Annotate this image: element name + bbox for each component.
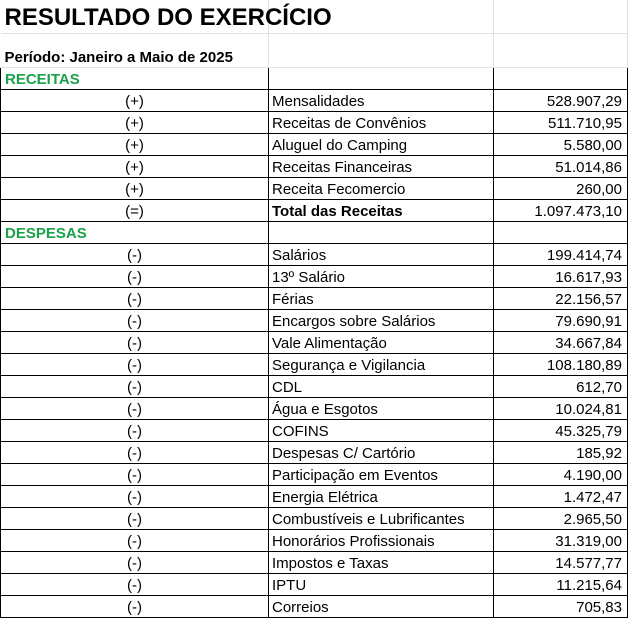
value-cell[interactable]: 34.667,84 bbox=[494, 332, 628, 354]
table-row bbox=[1, 354, 628, 376]
description-cell[interactable]: Despesas C/ Cartório bbox=[269, 442, 494, 464]
description-cell[interactable]: Aluguel do Camping bbox=[269, 134, 494, 156]
value-cell[interactable]: 45.325,79 bbox=[494, 420, 628, 442]
table-row bbox=[1, 310, 628, 332]
table-row bbox=[1, 112, 628, 134]
value-cell[interactable]: 5.580,00 bbox=[494, 134, 628, 156]
sign-cell[interactable]: (+) bbox=[1, 156, 269, 178]
total-row bbox=[1, 200, 628, 222]
table-row bbox=[1, 420, 628, 442]
empty-cell[interactable] bbox=[494, 68, 628, 90]
value-cell[interactable]: 2.965,50 bbox=[494, 508, 628, 530]
description-cell[interactable]: Energia Elétrica bbox=[269, 486, 494, 508]
description-cell[interactable]: Mensalidades bbox=[269, 90, 494, 112]
description-cell[interactable]: Honorários Profissionais bbox=[269, 530, 494, 552]
empty-cell[interactable] bbox=[494, 34, 628, 68]
sign-cell[interactable]: (+) bbox=[1, 112, 269, 134]
table-row bbox=[1, 376, 628, 398]
value-cell[interactable]: 528.907,29 bbox=[494, 90, 628, 112]
value-cell[interactable]: 1.472,47 bbox=[494, 486, 628, 508]
sign-cell[interactable]: (-) bbox=[1, 508, 269, 530]
value-cell[interactable]: 511.710,95 bbox=[494, 112, 628, 134]
description-cell[interactable]: Total das Receitas bbox=[269, 200, 494, 222]
description-cell[interactable]: Água e Esgotos bbox=[269, 398, 494, 420]
description-cell[interactable]: Segurança e Vigilancia bbox=[269, 354, 494, 376]
sign-cell[interactable]: (-) bbox=[1, 596, 269, 618]
sign-cell[interactable]: (-) bbox=[1, 530, 269, 552]
sign-cell[interactable]: (-) bbox=[1, 398, 269, 420]
table-row bbox=[1, 90, 628, 112]
empty-cell[interactable] bbox=[494, 222, 628, 244]
title-cell[interactable] bbox=[1, 0, 332, 34]
value-cell[interactable]: 199.414,74 bbox=[494, 244, 628, 266]
table-row bbox=[1, 398, 628, 420]
empty-cell[interactable] bbox=[494, 0, 628, 34]
title-row bbox=[1, 0, 628, 34]
table-row bbox=[1, 552, 628, 574]
table-row bbox=[1, 244, 628, 266]
sign-cell[interactable]: (-) bbox=[1, 442, 269, 464]
table-row bbox=[1, 156, 628, 178]
description-cell[interactable]: Receita Fecomercio bbox=[269, 178, 494, 200]
description-cell[interactable]: Férias bbox=[269, 288, 494, 310]
value-cell[interactable]: 11.215,64 bbox=[494, 574, 628, 596]
value-cell[interactable]: 31.319,00 bbox=[494, 530, 628, 552]
value-cell[interactable]: 4.190,00 bbox=[494, 464, 628, 486]
table-row bbox=[1, 530, 628, 552]
table-row bbox=[1, 178, 628, 200]
value-cell[interactable]: 51.014,86 bbox=[494, 156, 628, 178]
description-cell[interactable]: Receitas Financeiras bbox=[269, 156, 494, 178]
section-label-receitas: RECEITAS bbox=[5, 71, 80, 88]
description-cell[interactable]: Encargos sobre Salários bbox=[269, 310, 494, 332]
value-cell[interactable]: 16.617,93 bbox=[494, 266, 628, 288]
table-row bbox=[1, 464, 628, 486]
description-cell[interactable]: Participação em Eventos bbox=[269, 464, 494, 486]
description-cell[interactable]: 13º Salário bbox=[269, 266, 494, 288]
value-cell[interactable]: 705,83 bbox=[494, 596, 628, 618]
sign-cell[interactable]: (+) bbox=[1, 134, 269, 156]
table-row bbox=[1, 596, 628, 618]
value-cell[interactable]: 10.024,81 bbox=[494, 398, 628, 420]
value-cell[interactable]: 185,92 bbox=[494, 442, 628, 464]
section-cell[interactable] bbox=[1, 222, 269, 244]
empty-cell[interactable] bbox=[269, 34, 494, 68]
period-row bbox=[1, 34, 628, 68]
sign-cell[interactable]: (-) bbox=[1, 464, 269, 486]
sign-cell[interactable]: (-) bbox=[1, 244, 269, 266]
sign-cell[interactable]: (-) bbox=[1, 354, 269, 376]
table-row bbox=[1, 574, 628, 596]
empty-cell[interactable] bbox=[269, 68, 494, 90]
sign-cell[interactable]: (-) bbox=[1, 574, 269, 596]
value-cell[interactable]: 14.577,77 bbox=[494, 552, 628, 574]
period-cell[interactable] bbox=[1, 34, 269, 68]
value-cell[interactable]: 260,00 bbox=[494, 178, 628, 200]
empty-cell[interactable] bbox=[269, 222, 494, 244]
description-cell[interactable]: Impostos e Taxas bbox=[269, 552, 494, 574]
description-cell[interactable]: Vale Alimentação bbox=[269, 332, 494, 354]
section-row-despesas bbox=[1, 222, 628, 244]
description-cell[interactable]: COFINS bbox=[269, 420, 494, 442]
table-row bbox=[1, 442, 628, 464]
sign-cell[interactable]: (-) bbox=[1, 486, 269, 508]
sign-cell[interactable]: (-) bbox=[1, 310, 269, 332]
value-cell[interactable]: 108.180,89 bbox=[494, 354, 628, 376]
table-row bbox=[1, 486, 628, 508]
value-cell[interactable]: 612,70 bbox=[494, 376, 628, 398]
description-cell[interactable]: Salários bbox=[269, 244, 494, 266]
sign-cell[interactable]: (-) bbox=[1, 266, 269, 288]
table-row bbox=[1, 508, 628, 530]
table-row bbox=[1, 288, 628, 310]
value-cell[interactable]: 22.156,57 bbox=[494, 288, 628, 310]
description-cell[interactable]: IPTU bbox=[269, 574, 494, 596]
value-cell[interactable]: 1.097.473,10 bbox=[494, 200, 628, 222]
sign-cell[interactable]: (-) bbox=[1, 552, 269, 574]
description-cell[interactable]: Receitas de Convênios bbox=[269, 112, 494, 134]
sign-cell[interactable]: (+) bbox=[1, 90, 269, 112]
table-row bbox=[1, 332, 628, 354]
sign-cell[interactable]: (-) bbox=[1, 420, 269, 442]
sign-cell[interactable]: (-) bbox=[1, 332, 269, 354]
table-row bbox=[1, 134, 628, 156]
description-cell[interactable]: CDL bbox=[269, 376, 494, 398]
sign-cell[interactable]: (+) bbox=[1, 178, 269, 200]
description-cell[interactable]: Combustíveis e Lubrificantes bbox=[269, 508, 494, 530]
section-label-despesas: DESPESAS bbox=[5, 225, 87, 242]
sign-cell[interactable]: (-) bbox=[1, 376, 269, 398]
sign-cell[interactable]: (=) bbox=[1, 200, 269, 222]
value-cell[interactable]: 79.690,91 bbox=[494, 310, 628, 332]
table-row bbox=[1, 266, 628, 288]
description-cell[interactable]: Correios bbox=[269, 596, 494, 618]
period-label: Período: Janeiro a Maio de 2025 bbox=[4, 49, 233, 66]
sign-cell[interactable]: (-) bbox=[1, 288, 269, 310]
page-title: RESULTADO DO EXERCÍCIO bbox=[4, 4, 332, 31]
